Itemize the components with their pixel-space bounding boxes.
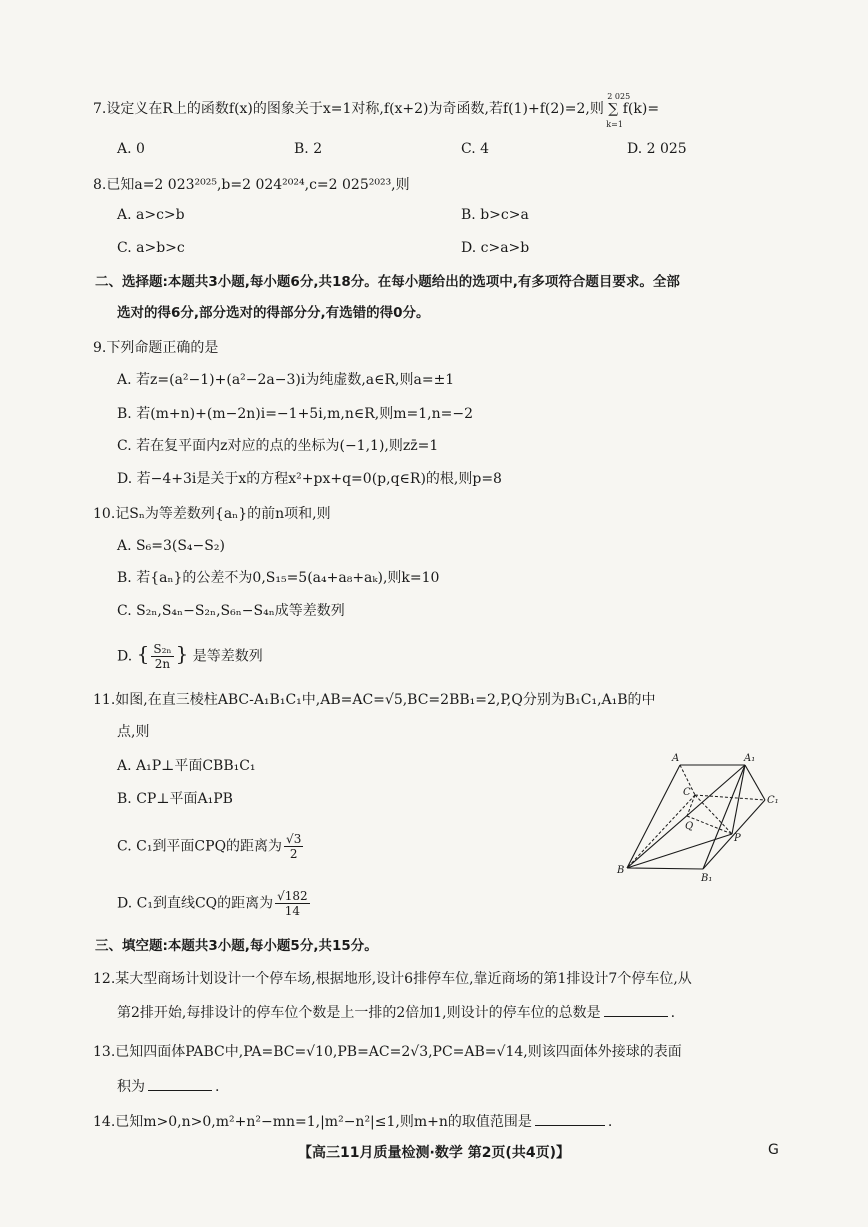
q8-option-a: A. a>c>b [117,207,185,223]
q10-option-b: B. 若{aₙ}的公差不为0,S₁₅=5(a₄+a₈+aₖ),则k=10 [117,570,440,586]
q10-option-c: C. S₂ₙ,S₄ₙ−S₂ₙ,S₆ₙ−S₄ₙ成等差数列 [117,603,345,619]
q7-option-b: B. 2 [294,141,323,157]
q11-option-c: C. C₁到平面CPQ的距离为 $\frac{√3}{2}$ [117,832,302,861]
q11-option-a: A. A₁P⊥平面CBB₁C₁ [117,758,256,774]
q7-sum: 2 025 k=1 ∑ f(k)= [606,92,660,129]
q12-stem: 12.某大型商场计划设计一个停车场,根据地形,设计6排停车位,靠近商场的第1排设计7个停车位,从 [93,971,692,987]
label-q: Q [685,821,694,832]
prism-figure [605,745,795,885]
paper-code: G [768,1142,779,1158]
q11-stem-cont: 点,则 [117,724,150,740]
label-c1: C₁ [767,795,779,806]
q12-stem-cont: 第2排开始,每排设计的停车位个数是上一排的2倍加1,则设计的停车位的总数是 . [117,1005,676,1021]
edge-a-b [627,765,680,868]
q9-option-b: B. 若(m+n)+(m−2n)i=−1+5i,m,n∈R,则m=1,n=−2 [117,406,473,422]
q11-option-b: B. CP⊥平面A₁PB [117,791,233,807]
section3-header: 三、填空题:本题共3小题,每小题5分,共15分。 [95,938,378,954]
q8-option-b: B. b>c>a [461,207,529,223]
q11-option-d-fraction: $\frac{√182}{14}$ [277,889,308,918]
q8-stem: 8.已知a=2 023²⁰²⁵,b=2 024²⁰²⁴,c=2 025²⁰²³,则 [93,177,410,193]
q11-stem: 11.如图,在直三棱柱ABC-A₁B₁C₁中,AB=AC=√5,BC=2BB₁=2,P,Q分别为B₁C₁,A₁B的中 [93,692,656,708]
q10-option-a: A. S₆=3(S₄−S₂) [117,538,225,554]
q13-stem-cont: 积为 . [117,1079,220,1095]
edge-a1-b1 [703,765,745,869]
q9-option-c: C. 若在复平面内z对应的点的坐标为(−1,1),则zz̄=1 [117,438,439,454]
label-a: A [672,753,680,764]
q7-option-c: C. 4 [461,141,490,157]
label-a1: A₁ [744,753,756,764]
q8-option-c: C. a>b>c [117,240,185,256]
q10-option-d-fraction: $\frac{\text{S₂ₙ}}{2n}$ [153,642,172,671]
q14-stem: 14.已知m>0,n>0,m²+n²−mn=1,|m²−n²|≤1,则m+n的取值范围是 . [93,1114,613,1130]
q9-option-d: D. 若−4+3i是关于x的方程x²+px+q=0(p,q∈R)的根,则p=8 [117,471,502,487]
edge-q-p [687,816,732,834]
label-b: B [617,865,625,876]
label-b1: B₁ [701,873,713,884]
q10-option-d: D. { $\frac{\text{S₂ₙ}}{2n}$ } 是等差数列 [117,641,263,671]
q7-stem: 7.设定义在R上的函数f(x)的图象关于x=1对称,f(x+2)为奇函数,若f(1)+f(2)=2,则 2 025 k=1 ∑ f(k)= [93,92,660,129]
q13-stem: 13.已知四面体PABC中,PA=BC=√10,PB=AC=2√3,PC=AB=√14,则该四面体外接球的表面 [93,1044,682,1060]
label-c: C [683,787,691,798]
edge-a1-c1 [745,765,765,800]
q13-answer-blank[interactable] [148,1090,212,1091]
edge-b-b1 [627,868,703,869]
q10-stem: 10.记Sₙ为等差数列{aₙ}的前n项和,则 [93,506,331,522]
section2-header: 二、选择题:本题共3小题,每小题6分,共18分。在每小题给出的选项中,有多项符合题目要求。全部 [95,274,680,290]
edge-c-p [695,795,732,834]
q9-stem: 9.下列命题正确的是 [93,340,219,356]
q14-answer-blank[interactable] [535,1125,605,1126]
page-footer: 【高三11月质量检测·数学 第2页(共4页)】 [298,1145,570,1161]
q11-option-c-fraction: $\frac{√3}{2}$ [286,832,302,861]
q7-option-d: D. 2 025 [627,141,687,157]
section2-note: 选对的得6分,部分选对的得部分分,有选错的得0分。 [117,305,430,321]
q8-option-d: D. c>a>b [461,240,530,256]
q11-option-d: D. C₁到直线CQ的距离为 $\frac{√182}{14}$ [117,889,308,918]
q12-answer-blank[interactable] [604,1016,668,1017]
q9-option-a: A. 若z=(a²−1)+(a²−2a−3)i为纯虚数,a∈R,则a=±1 [117,372,455,388]
label-p: P [734,833,741,844]
q7-option-a: A. 0 [117,141,145,157]
edge-a1-b [627,765,745,868]
